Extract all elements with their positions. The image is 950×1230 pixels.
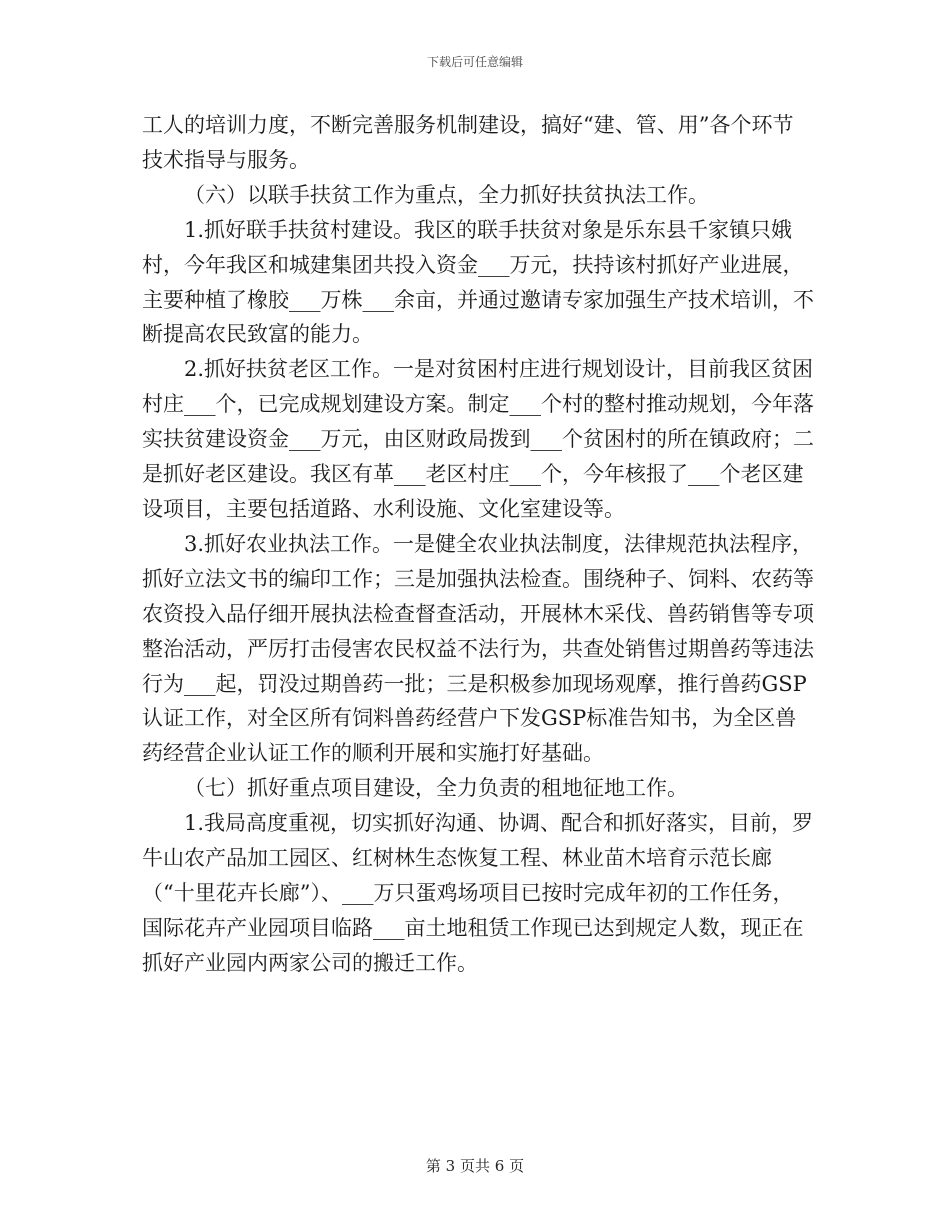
paragraph-poverty-village: 1.抓好联手扶贫村建设。我区的联手扶贫对象是乐东县千家镇只娥村，今年我区和城建集团共投入资金___万元，扶持该村抓好产业进展，主要种植了橡胶___万株___余亩，并通过邀请专家加强生产技术培训，不断提高农民致富的能力。 [142, 217, 814, 347]
section-heading-6: （六）以联手扶贫工作为重点，全力抓好扶贫执法工作。 [184, 182, 709, 207]
page-number: 第 3 页共 6 页 [425, 1157, 525, 1175]
paragraph-old-area: 2.抓好扶贫老区工作。一是对贫困村庄进行规划设计，目前我区贫困村庄___个，已完成规划建设方案。制定___个村的整村推动规划，今年落实扶贫建设资金___万元，由区财政局拨到___个贫困村的所在镇政府；二是抓好老区建设。我区有革___老区村庄___个，今年核报了___个老区建设项目，主要包括道路、水利设施、文化室建设等。 [142, 357, 814, 521]
section-heading-7: （七）抓好重点项目建设，全力负责的租地征地工作。 [184, 776, 688, 801]
paragraph-law-enforcement: 3.抓好农业执法工作。一是健全农业执法制度，法律规范执法程序，抓好立法文书的编印工作；三是加强执法检查。围绕种子、饲料、农药等农资投入品仔细开展执法检查督查活动，开展林木采伐、兽药销售等专项整治活动，严厉打击侵害农民权益不法行为，共查处销售过期兽药等违法行为___起，罚没过期兽药一批；三是积极参加现场观摩，推行兽药GSP认证工作，对全区所有饲料兽药经营户下发GSP标准告知书，为全区兽药经营企业认证工作的顺利开展和实施打好基础。 [142, 531, 814, 766]
document-body [142, 108, 814, 981]
page-header-note: 下载后可任意编辑 [426, 55, 523, 69]
paragraph-key-projects: 1.我局高度重视，切实抓好沟通、协调、配合和抓好落实，目前，罗牛山农产品加工园区、红树林生态恢复工程、林业苗木培育示范长廊（“十里花卉长廊”）、___万只蛋鸡场项目已按时完成年初的工作任务，国际花卉产业园项目临路___亩土地租赁工作现已达到规定人数，现正在抓好产业园内两家公司的搬迁工作。 [142, 811, 814, 975]
paragraph-continuation: 工人的培训力度，不断完善服务机制建设，搞好“建、管、用”各个环节技术指导与服务。 [142, 113, 794, 172]
